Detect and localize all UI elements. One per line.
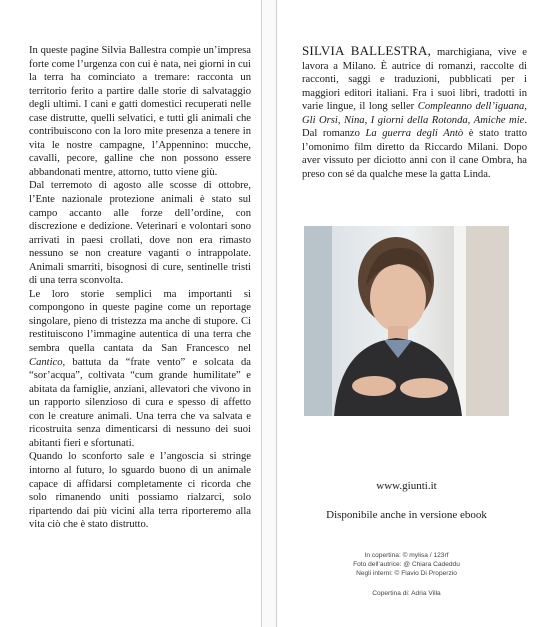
- spine-fold: [262, 0, 277, 627]
- credit-line: Foto dell’autrice: @ Chiara Cadeddu: [353, 560, 460, 568]
- publisher-website: www.giunti.it: [376, 480, 437, 492]
- blurb-paragraph: In queste pagine Silvia Ballestra compie un’impresa forte come l’urgenza con cui è nata, nei giorni in cui la terra ha cominciato a tremare: racconta un territorio ferito a partire dalle storie di salvataggio degli ultimi. I cani e gatti domestici recuperati nelle case distrutte, quelli selvatici, e tutti gli animali che contribuiscono con la loro mite presenza a tenere in vita le nostre campagne, l’Appennino: mucche, cavalli, pecore, galline che non possono essere abbandonati mentre, attorno, tutto viene giù.: [29, 45, 251, 178]
- author-photo: [304, 226, 509, 416]
- blurb-paragraph: Quando lo sconforto sale e l’angoscia si stringe intorno al futuro, lo sguardo buono di un animale capace di affidarsi completamente ci ricorda che solo rimanendo uniti possiamo rialzarci, solo ripartendo dai più vicini alla terra riporteremo alla vita ciò che è stato distrutto.: [29, 451, 251, 531]
- work-title: Cantico: [29, 356, 63, 368]
- book-title: La guerra degli Antò: [365, 128, 464, 140]
- credit-line: Negli interni: © Flavio Di Properzio: [356, 569, 457, 577]
- blurb-paragraph: Le loro storie semplici ma importanti si compongono in queste pagine come un reportage singolare, pieno di tristezza ma anche di stupore. Ci restituiscono l’immagine autentica di una terra che sembra quella cantata da San Francesco nel Cantico, battuta da “frate vento” e solcata da “sor’acqua”, coltivata “cum grande humilitate” e abitata da famiglie, anziani, allevatori che vivono in un rapporto silenzioso di cura e spesso di affetto con le creature animali. Una terra che va salvata e ricostruita senza dimenticarsi di nessuno dei suoi abitanti fieri e sfortunati.: [29, 288, 251, 449]
- book-title: Nina: [343, 114, 365, 126]
- book-title: Compleanno dell’iguana: [417, 101, 525, 113]
- image-credits: [277, 552, 536, 599]
- credit-line: In copertina: © mylisa / 123rf: [364, 552, 449, 559]
- left-flap: [0, 0, 262, 627]
- book-title: Gli Orsi: [302, 114, 338, 126]
- book-title: I giorni della Rotonda: [370, 114, 468, 126]
- ebook-note: Disponibile anche in versione ebook: [326, 509, 487, 521]
- author-name: SILVIA BALLESTRA,: [302, 43, 432, 58]
- blurb-text: [29, 44, 251, 532]
- right-flap: [277, 0, 536, 627]
- cover-design-credit: Copertina di: Adria Villa: [372, 590, 441, 598]
- author-bio: SILVIA BALLESTRA, marchigiana, vive e lavora a Milano. È autrice di romanzi, raccolte di racconti, saggi e traduzioni, pubblicati per i maggiori editori italiani. Fra i suoi libri, tradotti in varie lingue, il long seller Compleanno dell’iguana, Gli Orsi, Nina, I giorni della Rotonda, Amiche mie. Dal romanzo La guerra degli Antò è stato tratto l’omonimo film diretto da Riccardo Milani. Dopo aver vissuto per diciotto anni con il cane Ombra, ha preso con sé da qualche mese la gatta Linda.: [302, 43, 528, 180]
- book-title: Amiche mie: [473, 114, 525, 126]
- blurb-paragraph: Dal terremoto di agosto alle scosse di ottobre, l’Ente nazionale protezione animali è stato sul campo accanto alle forze dell’ordine, con discrezione e dedizione. Veterinari e volontari sono arrivati in paesi crollati, dove non era rimasto nessuno se non creature vaganti o intrappolate. Animali smarriti, bisognosi di cure, sentinelle tristi di una terra sconvolta.: [29, 180, 251, 287]
